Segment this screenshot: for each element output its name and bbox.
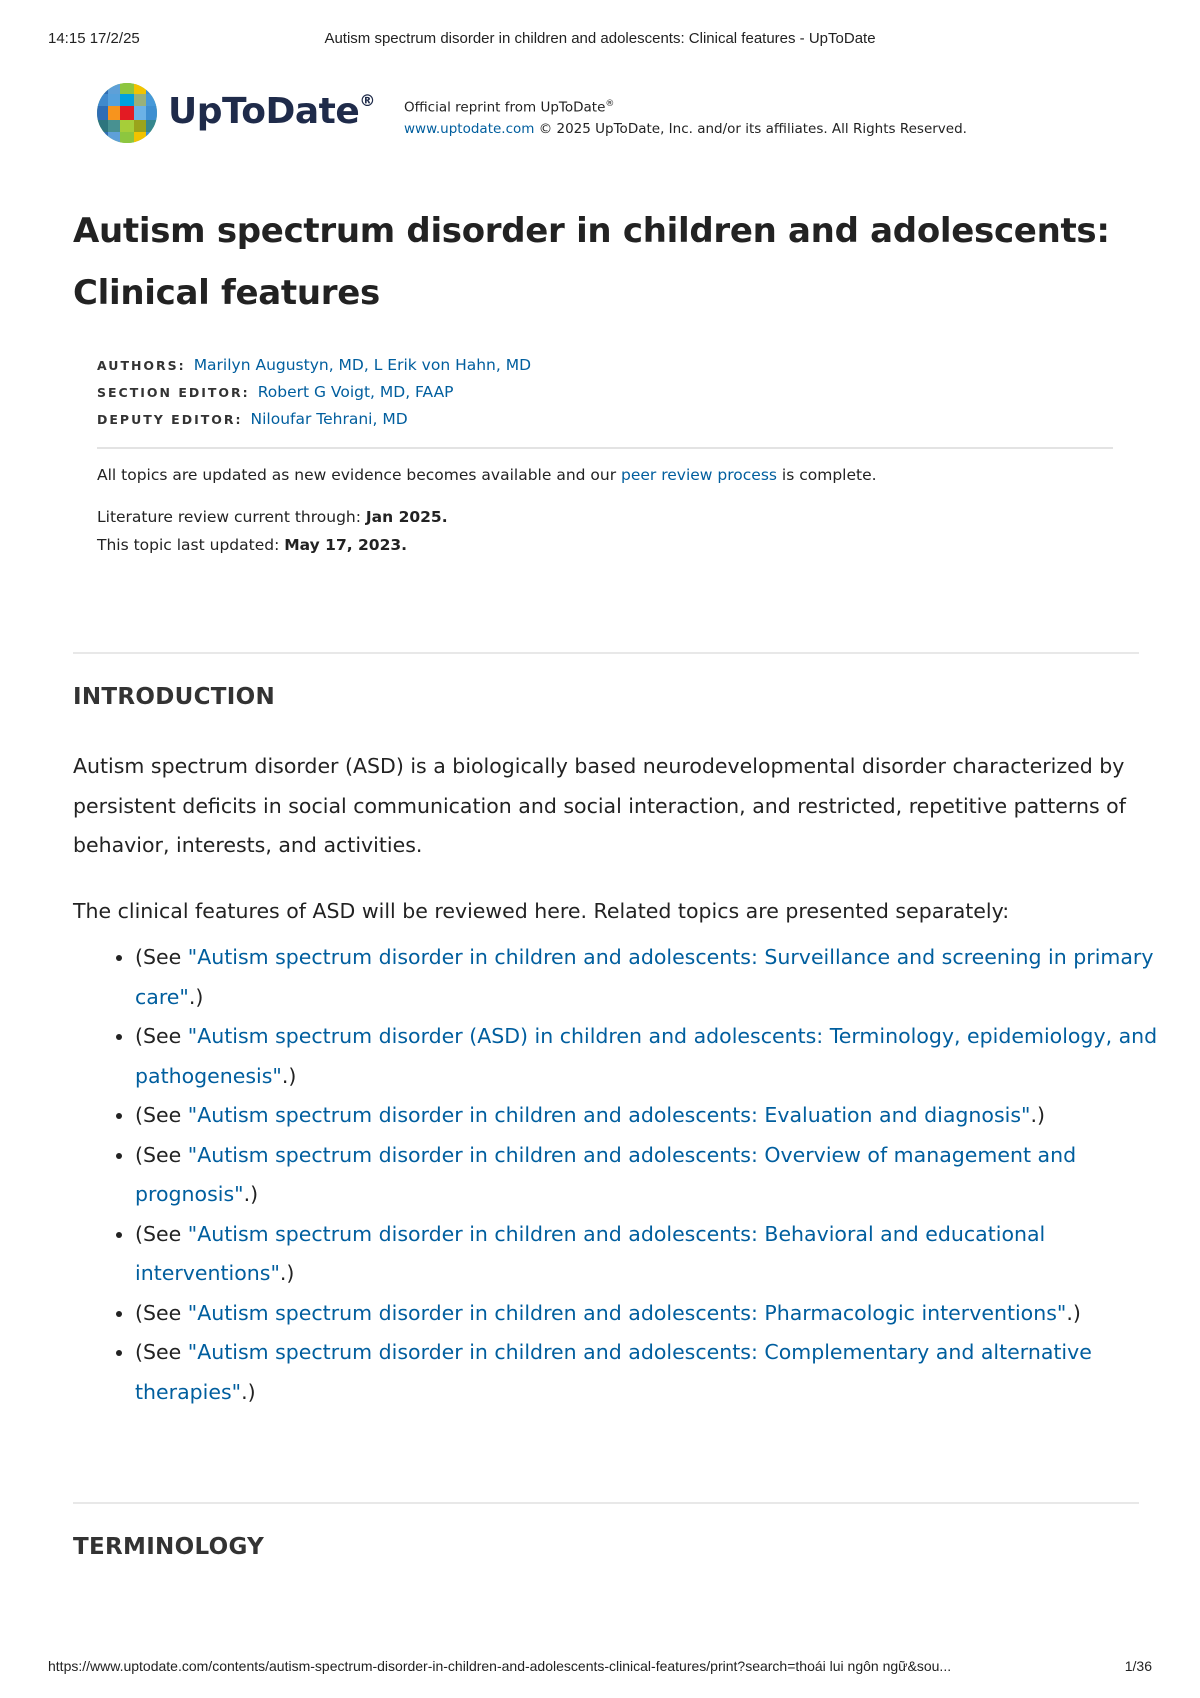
related-topic-link[interactable]: "Autism spectrum disorder in children and adolescents: Evaluation and diagnosis"	[187, 1103, 1031, 1127]
list-item: • (See "Autism spectrum disorder in children and adolescents: Complementary and alternative therapies".)	[135, 1333, 1200, 1412]
related-topic-link[interactable]: "Autism spectrum disorder (ASD) in children and adolescents: Terminology, epidemiology, and pathogenesis"	[135, 1024, 1158, 1088]
print-title: Autism spectrum disorder in children and adolescents: Clinical features - UpToDate	[324, 30, 876, 47]
print-time: 14:15 17/2/25	[48, 30, 140, 47]
introduction-heading: INTRODUCTION	[73, 684, 276, 710]
related-topic-link[interactable]: "Autism spectrum disorder in children and adolescents: Complementary and alternative therapies"	[135, 1340, 1092, 1404]
topic-title: Autism spectrum disorder in children and adolescents: Clinical features	[73, 211, 1110, 313]
brand-name: UpToDate®	[168, 90, 375, 132]
terminology-heading: TERMINOLOGY	[73, 1534, 265, 1560]
list-item: • (See "Autism spectrum disorder in children and adolescents: Surveillance and screening in primary care".)	[135, 938, 1200, 1017]
related-topic-link[interactable]: "Autism spectrum disorder in children and adolescents: Behavioral and educational interventions"	[135, 1221, 1046, 1285]
deputy-editor-link[interactable]: Niloufar Tehrani, MD	[250, 410, 408, 428]
section-editor-link[interactable]: Robert G Voigt, MD, FAAP	[257, 383, 454, 401]
last-updated-date: May 17, 2023.	[284, 536, 408, 554]
reprint-notice: Official reprint from UpToDate® www.uptodate.com © 2025 UpToDate, Inc. and/or its affiliates. All Rights Reserved.	[404, 99, 967, 137]
deputy-editor-label: DEPUTY EDITOR:	[97, 412, 243, 427]
brand[interactable]	[96, 80, 375, 146]
list-item: • (See "Autism spectrum disorder in children and adolescents: Overview of management and prognosis".)	[135, 1136, 1200, 1215]
copyright-text: © 2025 UpToDate, Inc. and/or its affiliates. All Rights Reserved.	[534, 120, 967, 137]
related-topics-list	[73, 938, 1200, 1412]
authors-label: AUTHORS:	[97, 358, 186, 373]
list-item: • (See "Autism spectrum disorder (ASD) in children and adolescents: Terminology, epidemiology, and pathogenesis".)	[135, 1017, 1200, 1096]
literature-review-label: Literature review current through:	[97, 508, 366, 526]
list-item: • (See "Autism spectrum disorder in children and adolescents: Evaluation and diagnosis".)	[135, 1096, 1200, 1136]
literature-review-date: Jan 2025.	[365, 508, 448, 526]
related-topic-link[interactable]: "Autism spectrum disorder in children and adolescents: Overview of management and prognosis"	[135, 1142, 1077, 1206]
section-divider	[73, 1502, 1139, 1504]
list-item: • (See "Autism spectrum disorder in children and adolescents: Pharmacologic interventions".)	[135, 1294, 1200, 1334]
divider	[97, 447, 1113, 449]
review-dates	[97, 503, 1139, 559]
update-notice: All topics are updated as new evidence becomes available and our peer review process is complete.	[97, 466, 877, 484]
topic-header	[73, 200, 1139, 559]
related-topic-link[interactable]: "Autism spectrum disorder in children and adolescents: Surveillance and screening in primary care"	[135, 945, 1154, 1009]
peer-review-link[interactable]: peer review process	[621, 466, 777, 484]
section-divider	[73, 652, 1139, 654]
page-number: 1/36	[1124, 1658, 1152, 1674]
related-topic-link[interactable]: "Autism spectrum disorder in children and adolescents: Pharmacologic interventions"	[187, 1300, 1067, 1325]
related-topics-intro: The clinical features of ASD will be reviewed here. Related topics are presented separately:	[73, 899, 1010, 923]
introduction-paragraph: Autism spectrum disorder (ASD) is a biologically based neurodevelopmental disorder characterized by persistent deficits in social communication and social interaction, and restricted, repetitive patterns of behavior, interests, and activities.	[73, 754, 1126, 857]
last-updated-label: This topic last updated:	[97, 536, 285, 554]
topic-contributors	[97, 352, 1139, 433]
list-item: • (See "Autism spectrum disorder in children and adolescents: Behavioral and educational interventions".)	[135, 1215, 1200, 1294]
authors-link[interactable]: Marilyn Augustyn, MD, L Erik von Hahn, MD	[193, 356, 532, 374]
reprint-line: Official reprint from UpToDate	[404, 99, 606, 116]
section-editor-label: SECTION EDITOR:	[97, 385, 250, 400]
uptodate-logo-icon	[96, 82, 158, 144]
uptodate-site-link[interactable]: www.uptodate.com	[404, 120, 535, 137]
print-url: https://www.uptodate.com/contents/autism-spectrum-disorder-in-children-and-adolescents-clinical-features/print?search=thoái lui ngôn ngữ&sou...	[48, 1658, 952, 1674]
